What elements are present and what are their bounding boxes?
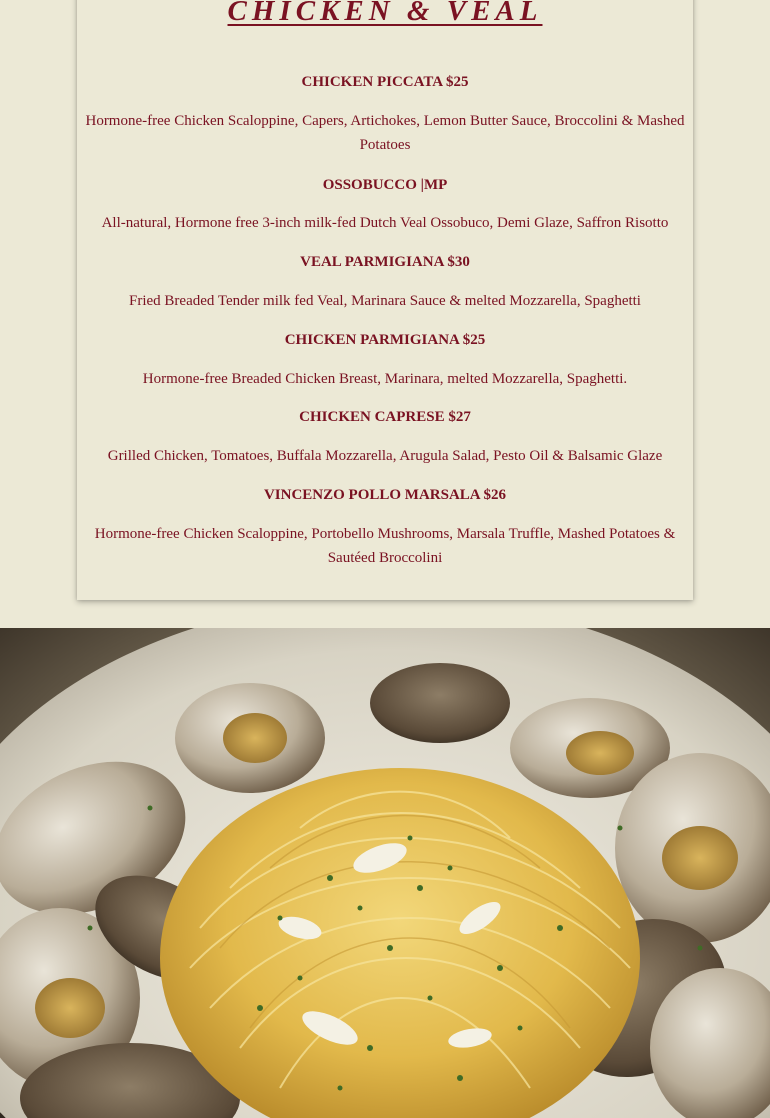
dish-description: Hormone-free Chicken Scaloppine, Capers, Artichokes, Lemon Butter Sauce, Broccolini & Mashed Potatoes: [85, 113, 685, 153]
dish-description: Grilled Chicken, Tomatoes, Buffala Mozzarella, Arugula Salad, Pesto Oil & Balsamic Glaze: [107, 448, 663, 464]
dish-description: Hormone-free Chicken Scaloppine, Portobello Mushrooms, Marsala Truffle, Mashed Potatoes & Sautéed Broccolini: [94, 526, 676, 566]
pasta-clams-image: [0, 628, 770, 1118]
dish-name: CHICKEN PARMIGIANA $25: [284, 332, 486, 348]
dish-name: CHICKEN PICCATA $25: [301, 74, 469, 90]
dish-name: VINCENZO POLLO MARSALA $26: [263, 487, 507, 503]
section-title: CHICKEN & VEAL: [227, 0, 543, 27]
dish-description: Fried Breaded Tender milk fed Veal, Marinara Sauce & melted Mozzarella, Spaghetti: [129, 293, 641, 309]
dish-description: Hormone-free Breaded Chicken Breast, Marinara, melted Mozzarella, Spaghetti.: [142, 371, 628, 387]
dish-name: OSSOBUCCO |MP: [322, 177, 448, 193]
menu-card: [77, 0, 693, 600]
dish-name: CHICKEN CAPRESE $27: [299, 409, 471, 425]
dish-name: VEAL PARMIGIANA $30: [300, 254, 470, 270]
dish-description: All-natural, Hormone free 3-inch milk-fed Dutch Veal Ossobuco, Demi Glaze, Saffron Risotto: [101, 215, 669, 231]
food-photo: [0, 628, 770, 1118]
